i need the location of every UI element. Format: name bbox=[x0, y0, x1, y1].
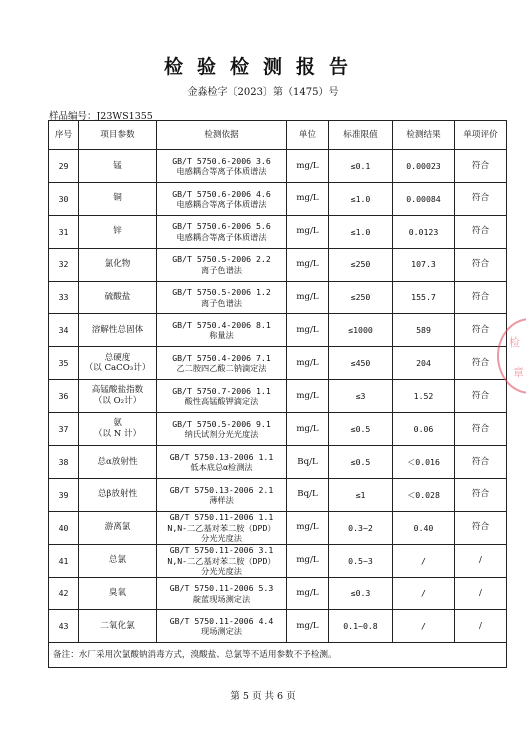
row-eval: 符合 bbox=[455, 215, 507, 248]
row-no: 40 bbox=[49, 511, 79, 544]
row-result: 0.40 bbox=[393, 511, 455, 544]
row-eval: 符合 bbox=[455, 380, 507, 413]
sample-number: 样品编号：J23WS1355 bbox=[49, 111, 153, 122]
row-result: / bbox=[393, 577, 455, 610]
row-unit: mg/L bbox=[287, 413, 329, 446]
row-eval: / bbox=[455, 610, 507, 643]
row-item: 氯化物 bbox=[79, 248, 157, 281]
row-unit: mg/L bbox=[287, 215, 329, 248]
row-result: 107.3 bbox=[393, 248, 455, 281]
stamp-char-2: 章 bbox=[513, 366, 524, 379]
row-result: / bbox=[393, 610, 455, 643]
table-row bbox=[49, 413, 507, 446]
row-unit: mg/L bbox=[287, 347, 329, 380]
row-item: 锌 bbox=[79, 215, 157, 248]
header-unit: 单位 bbox=[287, 121, 329, 150]
row-limit: ≤0.5 bbox=[329, 446, 393, 479]
row-item: 臭氧 bbox=[79, 577, 157, 610]
results-table bbox=[48, 120, 507, 668]
row-result: 1.52 bbox=[393, 380, 455, 413]
row-no: 43 bbox=[49, 610, 79, 643]
row-method: GB/T 5750.6-2006 4.6 电感耦合等离子体质谱法 bbox=[157, 182, 287, 215]
row-method: GB/T 5750.4-2006 7.1 乙二胺四乙酸二钠滴定法 bbox=[157, 347, 287, 380]
row-eval: 符合 bbox=[455, 511, 507, 544]
row-method: GB/T 5750.4-2006 8.1 称量法 bbox=[157, 314, 287, 347]
stamp-char-1: 检 bbox=[509, 336, 520, 349]
row-unit: mg/L bbox=[287, 380, 329, 413]
row-eval: 符合 bbox=[455, 446, 507, 479]
row-unit: mg/L bbox=[287, 150, 329, 183]
row-eval: 符合 bbox=[455, 281, 507, 314]
row-eval: 符合 bbox=[455, 248, 507, 281]
row-method: GB/T 5750.13-2006 1.1 低本底总α检测法 bbox=[157, 446, 287, 479]
row-limit: ≤450 bbox=[329, 347, 393, 380]
row-limit: ≤3 bbox=[329, 380, 393, 413]
table-row bbox=[49, 281, 507, 314]
row-eval: 符合 bbox=[455, 314, 507, 347]
row-limit: ≤1 bbox=[329, 478, 393, 511]
header-no: 序号 bbox=[49, 121, 79, 150]
table-row bbox=[49, 478, 507, 511]
row-unit: mg/L bbox=[287, 248, 329, 281]
report-number: 金淼检字〔2023〕第（1475）号 bbox=[187, 87, 339, 98]
row-limit: ≤250 bbox=[329, 281, 393, 314]
table-row bbox=[49, 511, 507, 544]
row-eval: / bbox=[455, 577, 507, 610]
row-method: GB/T 5750.7-2006 1.1 酸性高锰酸钾滴定法 bbox=[157, 380, 287, 413]
row-item: 高锰酸盐指数 （以 O₂计） bbox=[79, 380, 157, 413]
report-title: 检验检测报告 bbox=[163, 56, 362, 78]
row-result: ＜0.028 bbox=[393, 478, 455, 511]
table-row bbox=[49, 314, 507, 347]
row-eval: 符合 bbox=[455, 413, 507, 446]
row-unit: Bq/L bbox=[287, 478, 329, 511]
row-method: GB/T 5750.5-2006 9.1 纳氏试剂分光光度法 bbox=[157, 413, 287, 446]
row-no: 37 bbox=[49, 413, 79, 446]
row-method: GB/T 5750.11-2006 4.4 现场测定法 bbox=[157, 610, 287, 643]
table-header-row bbox=[49, 121, 507, 150]
row-eval: / bbox=[455, 544, 507, 577]
row-no: 30 bbox=[49, 182, 79, 215]
row-method: GB/T 5750.5-2006 2.2 离子色谱法 bbox=[157, 248, 287, 281]
row-item: 总α放射性 bbox=[79, 446, 157, 479]
table-row bbox=[49, 182, 507, 215]
row-item: 溶解性总固体 bbox=[79, 314, 157, 347]
row-limit: 0.3~2 bbox=[329, 511, 393, 544]
row-result: / bbox=[393, 544, 455, 577]
table-row bbox=[49, 610, 507, 643]
row-item: 总硬度 （以 CaCO₃计） bbox=[79, 347, 157, 380]
header-method: 检测依据 bbox=[157, 121, 287, 150]
row-limit: ≤0.3 bbox=[329, 577, 393, 610]
row-eval: 符合 bbox=[455, 182, 507, 215]
row-unit: mg/L bbox=[287, 281, 329, 314]
row-eval: 符合 bbox=[455, 347, 507, 380]
row-limit: ≤1.0 bbox=[329, 182, 393, 215]
row-method: GB/T 5750.11-2006 1.1 N,N-二乙基对苯二胺（DPD） 分光光度法 bbox=[157, 511, 287, 544]
row-result: 0.0123 bbox=[393, 215, 455, 248]
table-row bbox=[49, 215, 507, 248]
row-method: GB/T 5750.5-2006 1.2 离子色谱法 bbox=[157, 281, 287, 314]
row-no: 42 bbox=[49, 577, 79, 610]
row-no: 32 bbox=[49, 248, 79, 281]
row-method: GB/T 5750.6-2006 3.6 电感耦合等离子体质谱法 bbox=[157, 150, 287, 183]
table-row bbox=[49, 380, 507, 413]
header-result: 检测结果 bbox=[393, 121, 455, 150]
row-unit: mg/L bbox=[287, 511, 329, 544]
row-limit: ≤0.1 bbox=[329, 150, 393, 183]
table-note: 备注：水厂采用次氯酸钠消毒方式，溴酸盐、总氯等不适用参数不予检测。 bbox=[49, 643, 507, 668]
row-limit: 0.1~0.8 bbox=[329, 610, 393, 643]
row-no: 29 bbox=[49, 150, 79, 183]
row-method: GB/T 5750.11-2006 3.1 N,N-二乙基对苯二胺（DPD） 分光光度法 bbox=[157, 544, 287, 577]
row-unit: mg/L bbox=[287, 544, 329, 577]
header-limit: 标准限值 bbox=[329, 121, 393, 150]
header-item: 项目参数 bbox=[79, 121, 157, 150]
row-result: 589 bbox=[393, 314, 455, 347]
table-row bbox=[49, 248, 507, 281]
row-no: 41 bbox=[49, 544, 79, 577]
table-row bbox=[49, 544, 507, 577]
row-unit: mg/L bbox=[287, 314, 329, 347]
row-result: 0.00023 bbox=[393, 150, 455, 183]
row-result: 204 bbox=[393, 347, 455, 380]
row-method: GB/T 5750.6-2006 5.6 电感耦合等离子体质谱法 bbox=[157, 215, 287, 248]
table-row bbox=[49, 577, 507, 610]
row-item: 锰 bbox=[79, 150, 157, 183]
table-row bbox=[49, 150, 507, 183]
row-no: 33 bbox=[49, 281, 79, 314]
row-no: 35 bbox=[49, 347, 79, 380]
row-item: 游离氯 bbox=[79, 511, 157, 544]
row-limit: 0.5~3 bbox=[329, 544, 393, 577]
row-result: 0.06 bbox=[393, 413, 455, 446]
row-no: 34 bbox=[49, 314, 79, 347]
table-row bbox=[49, 446, 507, 479]
row-item: 二氧化氯 bbox=[79, 610, 157, 643]
row-limit: ≤1.0 bbox=[329, 215, 393, 248]
row-item: 氨 （以 N 计） bbox=[79, 413, 157, 446]
table-row bbox=[49, 347, 507, 380]
header-eval: 单项评价 bbox=[455, 121, 507, 150]
row-no: 39 bbox=[49, 478, 79, 511]
row-result: 0.00084 bbox=[393, 182, 455, 215]
row-limit: ≤250 bbox=[329, 248, 393, 281]
row-method: GB/T 5750.11-2006 5.3 靛蓝现场测定法 bbox=[157, 577, 287, 610]
row-method: GB/T 5750.13-2006 2.1 薄样法 bbox=[157, 478, 287, 511]
row-result: 155.7 bbox=[393, 281, 455, 314]
row-result: ＜0.016 bbox=[393, 446, 455, 479]
row-limit: ≤0.5 bbox=[329, 413, 393, 446]
row-unit: Bq/L bbox=[287, 446, 329, 479]
row-item: 硫酸盐 bbox=[79, 281, 157, 314]
row-unit: mg/L bbox=[287, 610, 329, 643]
row-no: 31 bbox=[49, 215, 79, 248]
row-eval: 符合 bbox=[455, 478, 507, 511]
row-no: 38 bbox=[49, 446, 79, 479]
row-no: 36 bbox=[49, 380, 79, 413]
row-unit: mg/L bbox=[287, 182, 329, 215]
row-limit: ≤1000 bbox=[329, 314, 393, 347]
row-unit: mg/L bbox=[287, 577, 329, 610]
row-item: 总β放射性 bbox=[79, 478, 157, 511]
row-eval: 符合 bbox=[455, 150, 507, 183]
page-footer: 第 5 页 共 6 页 bbox=[230, 691, 296, 702]
row-item: 铜 bbox=[79, 182, 157, 215]
row-item: 总氯 bbox=[79, 544, 157, 577]
